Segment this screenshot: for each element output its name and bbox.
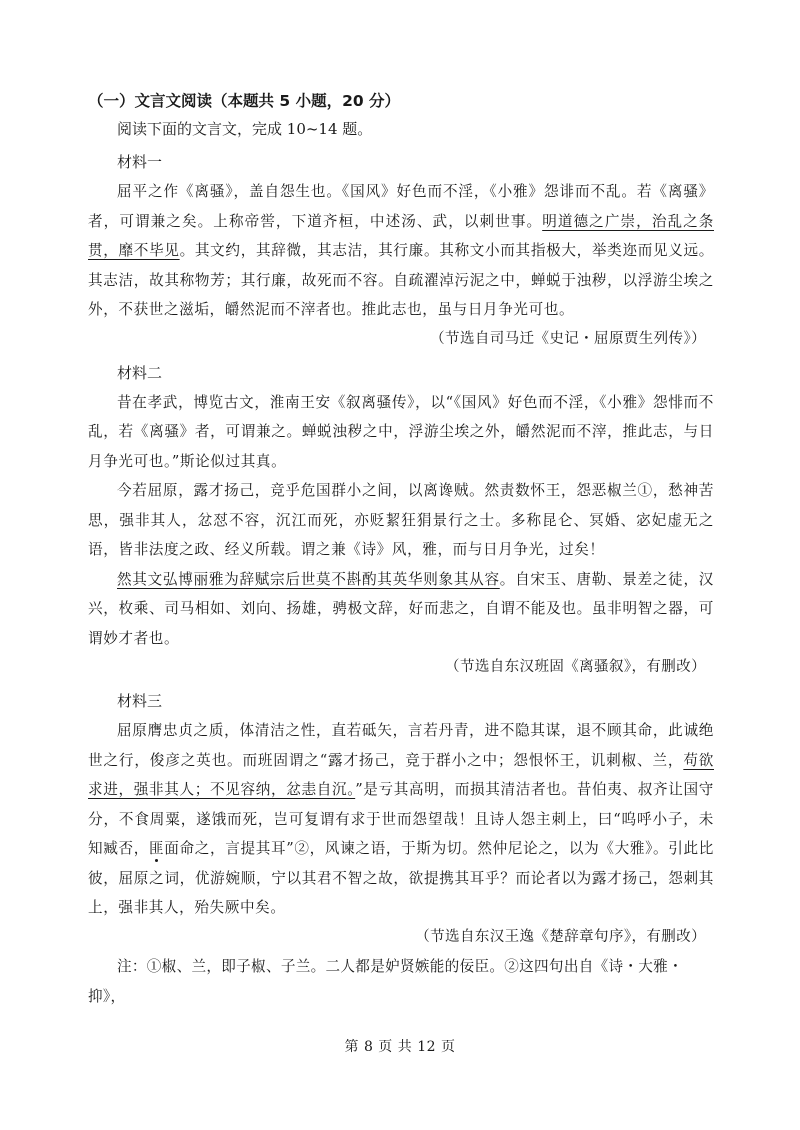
material-3-text bbox=[88, 716, 714, 923]
material-2-paragraph-1: 昔在孝武，博览古文，淮南王安《叙离骚传》，以“《国风》好色而不淫，《小雅》怨悱而不乱，若《离骚》者，可谓兼之。蝉蜕浊秽之中，浮游尘埃之外，皭然泥而不滓，推此志，与日月争光可也。”斯论似过其真。 bbox=[88, 393, 714, 470]
material-2-text-b: 。自宋玉、唐勒、景差之徒，汉兴，枚乘、司马相如、刘向、扬雄，骋极文辞，好而悲之，自谓不能及也。虽非明智之器，可谓妙才者也。 bbox=[88, 570, 714, 647]
material-3-text-c: 面命之，言提其耳”②，风谏之语，于斯为切。然仲尼论之，以为《大雅》。引此比彼，屈原之词，优游婉顺，宁以其君不智之故，欲提携其耳乎？而论者以为露才扬己，怨刺其上，强非其人，殆失厥中矣。 bbox=[88, 840, 714, 916]
material-3-label: 材料三 bbox=[117, 692, 163, 710]
material-3-underlined-sentence: 苟欲求进，强非其人；不见容纳，忿恚自沉。 bbox=[88, 751, 714, 798]
dotted-character: 匪 bbox=[149, 840, 165, 857]
section-heading: （一）文言文阅读（本题共 5 小题，20 分） bbox=[88, 92, 401, 110]
material-1-text-a: 屈平之作《离骚》，盖自怨生也。《国风》好色而不淫，《小雅》怨诽而不乱。若《离骚》者，可谓兼之矣。上称帝喾，下道齐桓，中述汤、武，以刺世事。 bbox=[88, 183, 714, 230]
material-1-label: 材料一 bbox=[117, 153, 163, 171]
material-2-underlined-sentence: 然其文弘博丽雅为辞赋宗后世莫不斟酌其英华则象其从容 bbox=[117, 570, 500, 588]
material-1-source: （节选自司马迁《史记・屈原贾生列传》） bbox=[430, 330, 706, 347]
material-3-source: （节选自东汉王逸《楚辞章句序》，有删改） bbox=[415, 928, 706, 945]
material-2-source: （节选自东汉班固《离骚叙》，有删改） bbox=[445, 659, 706, 675]
material-2-paragraph-2: 今若屈原，露才扬己，竞乎危国群小之间，以离谗贼。然责数怀王，怨恶椒兰①，愁神苦思，强非其人，忿怼不容，沉江而死，亦贬絜狂狷景行之士。多称昆仑、冥婚、宓妃虚无之语，皆非法度之政、经义所载。谓之兼《诗》风，雅，而与日月争光，过矣！ bbox=[88, 482, 714, 558]
footnote: 注：①椒、兰，即子椒、子兰。二人都是妒贤嫉能的佞臣。②这四句出自《诗・大雅・抑》， bbox=[88, 957, 683, 1005]
page-number-footer: 第 8 页 共 12 页 bbox=[344, 1039, 456, 1055]
material-3-text-a: 屈原膺忠贞之质，体清洁之性，直若砥矢，言若丹青，进不隐其谋，退不顾其命，此诚绝世之行，俊彦之英也。而班固谓之“露才扬己，竞于群小之中；怨恨怀王，讥刺椒、兰， bbox=[88, 722, 714, 769]
material-1-underlined-sentence: 明道德之广崇，治乱之条贯，靡不毕见 bbox=[88, 212, 714, 259]
material-1-text-b: 。其文约，其辞微，其志洁，其行廉。其称文小而其指极大，举类迩而见义远。其志洁，故其称物芳；其行廉，故死而不容。自疏濯淖污泥之中，蝉蜕于浊秽，以浮游尘埃之外，不获世之滋垢，皭然泥而不滓者也。推此志也，虽与日月争光可也。 bbox=[88, 242, 714, 318]
instruction-text: 阅读下面的文言文，完成 10~14 题。 bbox=[117, 120, 373, 138]
document-page bbox=[88, 88, 714, 1012]
material-1-text bbox=[88, 177, 714, 325]
material-2-label: 材料二 bbox=[117, 363, 163, 382]
material-3-text-b: ”是亏其高明，而损其清洁者也。昔伯夷、叔齐让国守分，不食周粟，遂饿而死，岂可复谓有求于世而怨望哉！且诗人怨主刺上，曰“呜呼小子，未知臧否， bbox=[88, 781, 714, 857]
material-2-paragraph-3 bbox=[88, 565, 714, 654]
